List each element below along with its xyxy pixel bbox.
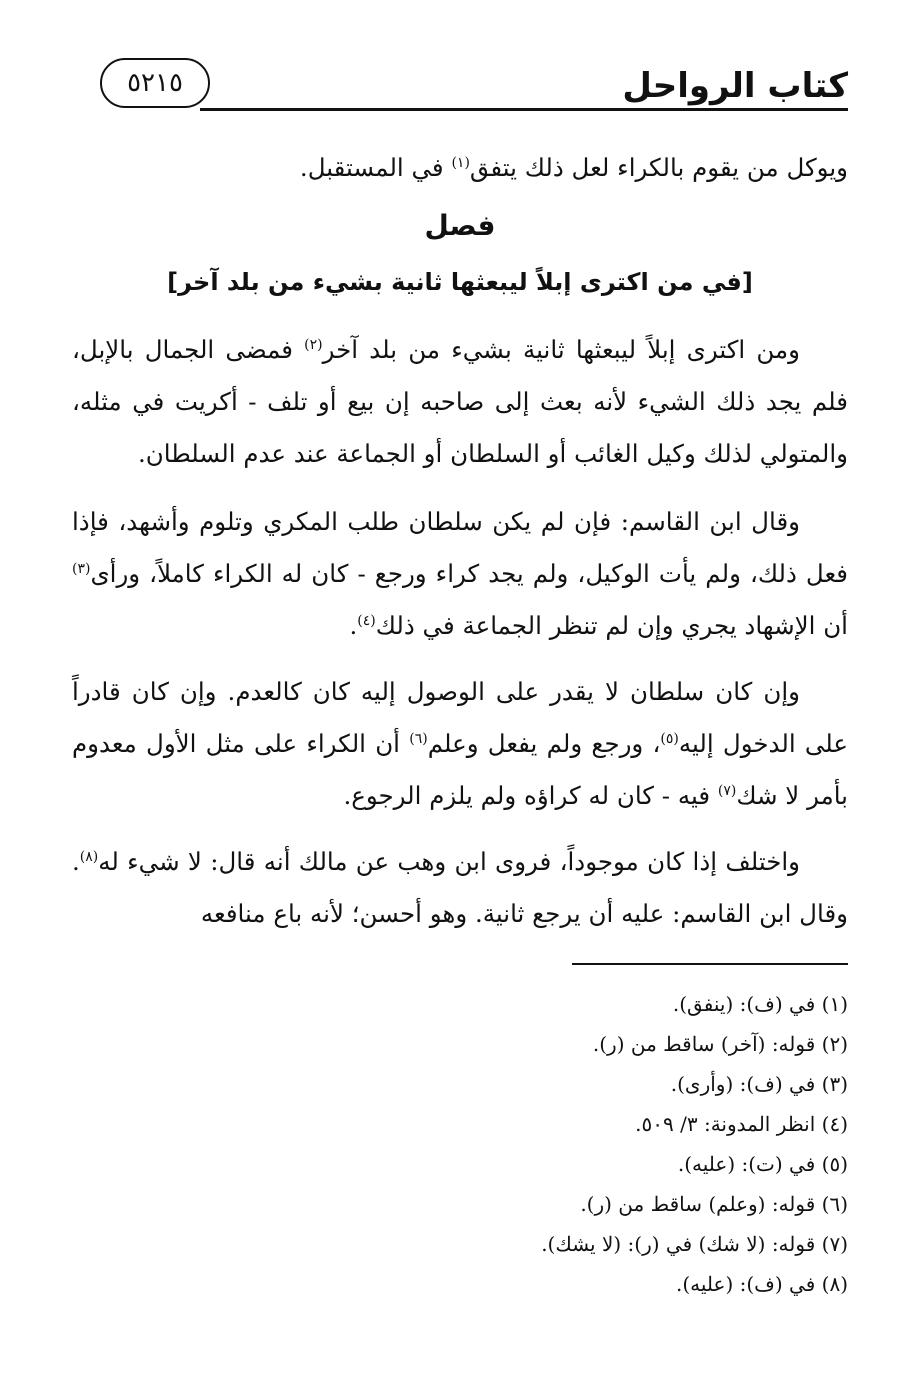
footnote-marker: (٦) bbox=[409, 730, 428, 747]
paragraph-text: ومن اكترى إبلاً ليبعثها ثانية بشيء من بلد آخر bbox=[322, 335, 800, 364]
footnote-divider bbox=[572, 963, 848, 965]
paragraph-text: فمضى الجمال بالإبل، فلم يجد ذلك الشيء لأنه بعث إلى صاحبه إن بيع أو تلف - أكريت في مثله، والمتولي لذلك وكيل الغائب أو السلطان أو الجماعة عند عدم السلطان. bbox=[72, 335, 848, 468]
paragraph-text: ويوكل من يقوم بالكراء لعل ذلك يتفق bbox=[469, 153, 848, 182]
footnotes-list bbox=[72, 984, 848, 1304]
footnote-item: (٧) قوله: (لا شك) في (ر): (لا يشك). bbox=[541, 1232, 848, 1256]
paragraph-2 bbox=[72, 496, 848, 652]
header-divider bbox=[200, 108, 848, 111]
footnote-marker: (٥) bbox=[660, 730, 679, 747]
footnote-marker: (٤) bbox=[357, 612, 376, 629]
paragraph-text: . bbox=[349, 611, 358, 640]
paragraph-text: . وقال ابن القاسم: عليه أن يرجع ثانية. وهو أحسن؛ لأنه باع منافعه bbox=[72, 847, 848, 928]
paragraph-4 bbox=[72, 836, 848, 940]
paragraph-3 bbox=[72, 666, 848, 822]
book-title: كتاب الرواحل bbox=[622, 66, 848, 106]
paragraph-text: أن الإشهاد يجري وإن لم تنظر الجماعة في ذلك bbox=[375, 611, 848, 640]
paragraph-text: ، ورجع ولم يفعل وعلم bbox=[427, 729, 661, 758]
footnote-marker: (٧) bbox=[717, 782, 737, 799]
footnote-item: (٢) قوله: (آخر) ساقط من (ر). bbox=[592, 1032, 848, 1056]
footnote-item: (٥) في (ت): (عليه). bbox=[677, 1152, 848, 1176]
paragraph-text: واختلف إذا كان موجوداً، فروى ابن وهب عن مالك أنه قال: لا شيء له bbox=[98, 847, 800, 876]
footnote-marker: (٢) bbox=[304, 336, 323, 353]
footnote-marker: (١) bbox=[451, 154, 470, 171]
section-title: فصل bbox=[424, 209, 496, 242]
footnote-marker: (٨) bbox=[79, 848, 99, 865]
paragraph-text: وإن كان سلطان لا يقدر على الوصول إليه كان كالعدم. وإن كان قادراً على الدخول إليه bbox=[72, 677, 849, 758]
paragraph-text: وقال ابن القاسم: فإن لم يكن سلطان طلب المكري وتلوم وأشهد، فإذا فعل ذلك، ولم يأت الوكيل، ولم يجد كراء ورجع - كان له الكراء كاملاً، ورأى bbox=[72, 507, 848, 588]
paragraph-1 bbox=[72, 324, 848, 480]
paragraph-text: في المستقبل. bbox=[299, 153, 444, 182]
footnote-item: (٨) في (ف): (عليه). bbox=[675, 1272, 848, 1296]
paragraph-text: أن الكراء على مثل الأول معدوم بأمر لا شك bbox=[72, 729, 848, 810]
footnote-marker: (٣) bbox=[72, 560, 91, 577]
footnote-item: (١) في (ف): (ينفق). bbox=[672, 992, 848, 1016]
page-number: ٥٢١٥ bbox=[100, 58, 210, 108]
paragraph-text: فيه - كان له كراؤه ولم يلزم الرجوع. bbox=[343, 781, 711, 810]
section-subtitle: [في من اكترى إبلاً ليبعثها ثانية بشيء من بلد آخر] bbox=[167, 268, 753, 296]
footnote-item: (٦) قوله: (وعلم) ساقط من (ر). bbox=[580, 1192, 848, 1216]
footnote-item: (٤) انظر المدونة: ٣/ ٥٠٩. bbox=[635, 1112, 848, 1136]
paragraph-continuation bbox=[72, 142, 848, 194]
footnote-item: (٣) في (ف): (وأرى). bbox=[670, 1072, 848, 1096]
